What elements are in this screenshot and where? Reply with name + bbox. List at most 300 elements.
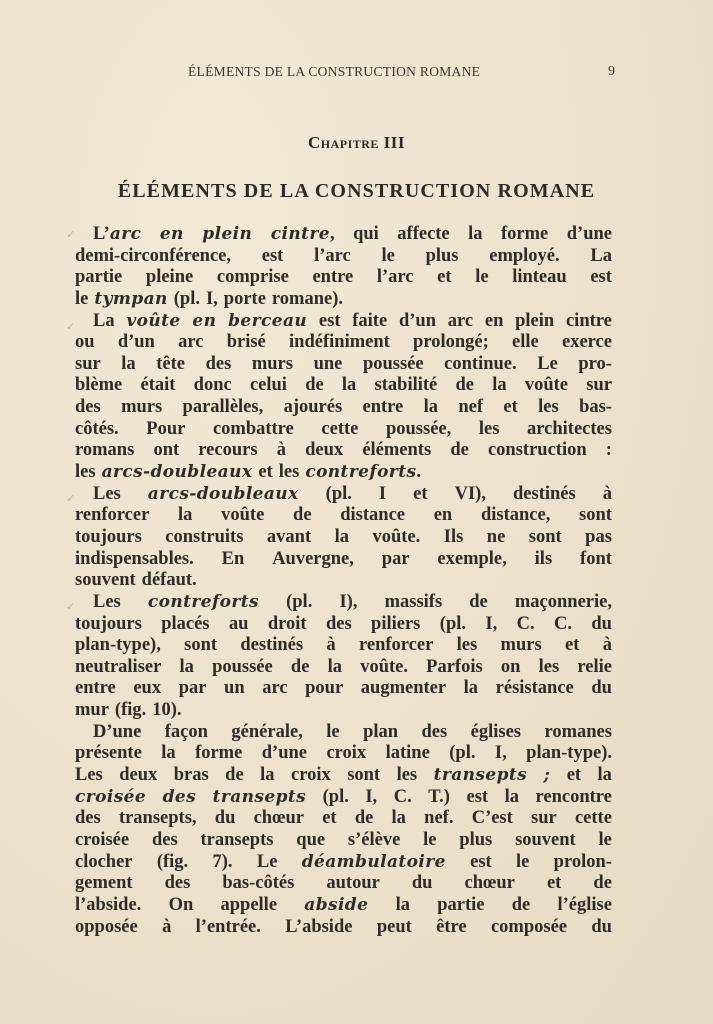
word-group — [355, 808, 374, 830]
word: opposée — [75, 916, 138, 937]
word-group — [501, 224, 548, 246]
text-line — [75, 354, 612, 376]
word-group — [75, 808, 101, 830]
word: droit — [267, 613, 307, 634]
margin-check-icon: ✓ — [66, 492, 76, 505]
word-group — [567, 224, 612, 246]
word-group — [284, 397, 343, 419]
text-line — [75, 614, 612, 636]
word: (pl. — [286, 591, 313, 612]
word: de — [354, 808, 374, 829]
word: d’un — [398, 310, 436, 331]
word-group — [285, 917, 352, 939]
word-group — [262, 743, 307, 765]
text-line — [75, 505, 612, 527]
word: eux — [133, 678, 162, 699]
word: côtés. — [75, 418, 119, 439]
running-title: ÉLÉMENTS DE LA CONSTRUCTION ROMANE — [188, 64, 481, 79]
text-line — [75, 289, 612, 311]
word: la — [327, 656, 342, 677]
word-group — [180, 657, 194, 679]
word: est — [590, 267, 612, 288]
word-group — [121, 354, 135, 376]
word-group — [436, 917, 466, 939]
word-group — [142, 570, 197, 592]
word-group — [363, 722, 398, 744]
word-group — [515, 592, 612, 614]
word-group — [448, 311, 473, 333]
word: et — [546, 873, 562, 894]
text-line — [75, 873, 612, 895]
word: demi-circonférence, — [75, 245, 231, 266]
word: augmenter — [360, 678, 447, 699]
word-group — [423, 830, 436, 852]
word: bras — [173, 765, 209, 786]
word-group — [326, 743, 366, 765]
word-group — [535, 549, 552, 571]
word: C’est — [471, 808, 513, 829]
word-group — [434, 505, 453, 527]
word-group — [305, 440, 343, 462]
word-group — [470, 852, 492, 874]
word: croix — [290, 765, 331, 786]
word: la — [391, 808, 406, 829]
word-group — [165, 873, 191, 895]
text-line — [75, 527, 612, 549]
word: du — [214, 808, 236, 829]
word-group — [377, 267, 414, 289]
italic-term: ; — [543, 765, 551, 786]
word: construction — [487, 440, 587, 461]
word-group — [75, 700, 109, 722]
word-group — [557, 895, 611, 917]
word: arc — [262, 678, 288, 699]
word-group — [413, 332, 489, 354]
word-group — [304, 895, 368, 917]
word-group — [296, 830, 325, 852]
word: stabilité — [374, 375, 438, 396]
word: Les — [75, 765, 103, 786]
word: et — [566, 765, 582, 786]
text-line — [75, 700, 612, 722]
word: transepts — [200, 829, 274, 850]
word: ne — [486, 526, 506, 547]
text-line — [75, 332, 612, 354]
word: brisé — [226, 332, 266, 353]
word: en — [484, 310, 504, 331]
word: (pl. — [173, 288, 200, 309]
word: la — [504, 786, 519, 807]
word-group — [213, 787, 306, 809]
word: indispensables. — [75, 548, 194, 569]
word: les — [278, 462, 300, 483]
word-group — [566, 311, 612, 333]
word: . — [416, 462, 422, 483]
word: On — [168, 894, 194, 915]
word-group — [371, 614, 420, 636]
word: de — [469, 591, 488, 612]
word-group — [538, 397, 559, 419]
word: l’arc — [376, 267, 414, 288]
word-group — [260, 765, 274, 787]
word-group — [75, 246, 231, 268]
word-group — [554, 852, 612, 874]
word-group — [323, 787, 349, 809]
word: est — [466, 786, 489, 807]
word-group — [424, 397, 438, 419]
word: de — [455, 375, 474, 396]
text-line — [75, 917, 612, 939]
word-group — [544, 765, 551, 787]
word: autour — [326, 873, 380, 894]
word: l’abside. — [75, 894, 142, 915]
word: le — [381, 245, 395, 266]
word-group — [579, 397, 612, 419]
word-group — [183, 397, 264, 419]
word-group — [591, 614, 612, 636]
word-group — [257, 852, 278, 874]
word: murs — [500, 635, 542, 656]
italic-term: abside — [304, 894, 369, 915]
word-group — [413, 484, 427, 506]
word-group — [75, 419, 119, 441]
word: architectes — [527, 418, 612, 439]
word-group — [426, 657, 483, 679]
word: et — [437, 267, 452, 288]
word: le — [598, 829, 612, 850]
word: Les — [93, 483, 121, 504]
word-group — [591, 917, 612, 939]
word-group — [475, 267, 488, 289]
word: faite — [352, 310, 388, 331]
word: nef — [458, 397, 484, 418]
word-group — [465, 873, 515, 895]
word: pour — [305, 678, 344, 699]
italic-term: en — [159, 224, 184, 244]
word: on — [500, 656, 521, 677]
word: renforcer — [359, 635, 434, 656]
word: composée — [490, 916, 567, 937]
word: (pl. — [449, 743, 476, 764]
word-group — [326, 614, 352, 636]
word: la — [468, 224, 483, 244]
word-group — [148, 592, 259, 614]
word: et — [413, 483, 428, 504]
word-group — [75, 549, 194, 571]
text-line — [75, 808, 612, 830]
word: affecte — [397, 224, 450, 244]
word-group — [178, 332, 203, 354]
word-group — [428, 787, 450, 809]
word-group — [93, 311, 115, 333]
word: romans — [75, 440, 135, 461]
word-group — [353, 224, 379, 246]
word-group — [174, 765, 209, 787]
word: poussée — [212, 656, 273, 677]
word: destinés — [240, 635, 304, 656]
word-group — [598, 765, 612, 787]
word: massifs — [384, 591, 443, 612]
word: Le — [256, 851, 278, 872]
word-group — [198, 440, 257, 462]
word-group — [579, 505, 612, 527]
word: bas-côtés — [222, 873, 295, 894]
word: à — [326, 635, 336, 656]
word-group — [529, 527, 562, 549]
word: églises — [470, 721, 521, 742]
word-group — [517, 614, 535, 636]
word-group — [575, 808, 612, 830]
word-group — [363, 397, 404, 419]
word-group — [215, 808, 236, 830]
word-group — [326, 635, 335, 657]
word: C. — [516, 613, 535, 634]
word: ajourés — [283, 397, 343, 418]
word: (pl. — [325, 483, 352, 504]
word-group — [94, 289, 167, 311]
word-group — [163, 787, 196, 809]
italic-term: contreforts — [305, 462, 417, 483]
word-group — [75, 375, 122, 397]
word: plan-type). — [526, 743, 612, 764]
word-group — [397, 765, 418, 787]
word-group — [314, 354, 343, 376]
text-line — [75, 440, 612, 462]
word: la — [179, 656, 194, 677]
word-group — [565, 635, 579, 657]
word: être — [436, 916, 467, 937]
text-line — [75, 375, 612, 397]
word: au — [228, 613, 249, 634]
word-group — [360, 657, 408, 679]
word-group — [531, 808, 557, 830]
word: tête — [156, 353, 185, 374]
word: l’église — [557, 894, 612, 915]
word-group — [326, 484, 352, 506]
word-group — [279, 462, 300, 484]
text-line — [75, 852, 612, 874]
word: sont — [528, 526, 562, 547]
italic-term: berceau — [228, 310, 308, 331]
word: des — [75, 808, 101, 829]
word-group — [394, 787, 412, 809]
word: sont — [184, 635, 218, 656]
word-group — [75, 505, 149, 527]
word: croisée — [75, 829, 130, 850]
word: les — [396, 765, 418, 786]
word-group — [526, 743, 612, 765]
word: latine — [385, 743, 430, 764]
word-group — [75, 657, 161, 679]
word-group — [161, 743, 175, 765]
word: voûte — [221, 505, 265, 526]
word: entre — [75, 678, 116, 699]
word-group — [457, 635, 478, 657]
word-group — [580, 549, 612, 571]
word: éléments — [362, 440, 432, 461]
word-group — [362, 440, 431, 462]
word-group — [156, 354, 185, 376]
word: à — [162, 916, 172, 937]
word-group — [272, 289, 343, 311]
word-group — [485, 614, 497, 636]
word-group — [455, 484, 486, 506]
word-group — [381, 246, 394, 268]
running-head — [0, 64, 713, 84]
word: donc — [193, 375, 232, 396]
word-group — [379, 484, 386, 506]
word: est — [318, 310, 341, 331]
italic-term: plein — [202, 224, 253, 244]
word: cintre — [565, 310, 612, 331]
text-line — [75, 484, 612, 506]
word-group — [222, 549, 245, 571]
word-group — [515, 830, 576, 852]
word-group — [424, 808, 453, 830]
word-group — [377, 917, 412, 939]
word: du — [591, 916, 612, 937]
text-line — [75, 722, 612, 744]
word-group — [547, 873, 561, 895]
word: des — [75, 397, 101, 418]
word-group — [152, 700, 181, 722]
word-group — [363, 354, 424, 376]
word-group — [577, 657, 612, 679]
word: la — [492, 375, 507, 396]
word: clocher — [75, 851, 133, 872]
word-group — [399, 311, 436, 333]
word: (pl. — [322, 786, 349, 807]
word-group — [200, 830, 273, 852]
word-group — [221, 505, 264, 527]
word-group — [372, 527, 420, 549]
word: la — [463, 678, 479, 699]
word: partie — [437, 894, 485, 915]
word: toujours — [75, 613, 142, 634]
word-group — [396, 895, 410, 917]
word-group — [262, 678, 287, 700]
word-group — [537, 354, 558, 376]
word: générale, — [231, 721, 303, 742]
word-group — [293, 505, 312, 527]
word: par — [178, 678, 207, 699]
word: sur — [531, 808, 557, 829]
word: I, — [365, 786, 378, 807]
word-group — [222, 873, 294, 895]
word-group — [554, 614, 572, 636]
word: sont — [579, 505, 612, 526]
word: souvent — [515, 829, 576, 850]
word: du — [411, 873, 433, 894]
text-line — [75, 549, 612, 571]
word: cette — [574, 808, 612, 829]
word: croix — [326, 743, 367, 764]
word: le — [423, 829, 437, 850]
word-group — [501, 635, 542, 657]
word-group — [492, 375, 506, 397]
word: arc — [178, 332, 204, 353]
word-group — [289, 332, 390, 354]
word-group — [75, 440, 134, 462]
word-group — [450, 440, 469, 462]
word-group — [195, 743, 242, 765]
word: une — [313, 353, 343, 374]
word-group — [224, 678, 245, 700]
word: du — [591, 678, 612, 699]
word-group — [75, 614, 142, 636]
italic-term: croisée — [75, 786, 147, 807]
word: le — [326, 721, 340, 742]
word-group — [121, 397, 162, 419]
word-group — [228, 311, 307, 333]
word-group — [286, 592, 312, 614]
word-group — [146, 419, 185, 441]
word-group — [225, 765, 244, 787]
word-group — [118, 332, 155, 354]
word-group — [169, 895, 194, 917]
italic-term: tympan — [94, 288, 168, 309]
word: forme — [195, 743, 243, 764]
word: romanes — [544, 721, 612, 742]
word-group — [496, 678, 574, 700]
word: , — [329, 224, 335, 244]
word: (fig. — [114, 700, 147, 721]
word: voûte. — [372, 526, 421, 547]
word: cette — [321, 418, 359, 439]
word-group — [488, 440, 587, 462]
word: Parfois — [426, 656, 483, 677]
word: plan — [363, 721, 399, 742]
word-group — [305, 462, 421, 484]
word-group — [227, 332, 266, 354]
word: sont — [347, 765, 381, 786]
word: la — [334, 526, 349, 547]
word: des — [421, 721, 448, 742]
word-group — [328, 657, 342, 679]
word-group — [93, 592, 121, 614]
word: par — [381, 548, 410, 569]
word: poussée, — [385, 418, 452, 439]
word: les — [538, 656, 560, 677]
word: arc — [447, 310, 474, 331]
word: La — [93, 310, 115, 331]
word: D’une — [93, 721, 142, 742]
word: la — [423, 397, 439, 418]
word-group — [472, 808, 513, 830]
word: les — [478, 418, 500, 439]
word-group — [240, 635, 303, 657]
word-group — [340, 505, 405, 527]
word: nef. — [424, 808, 454, 829]
word-group — [252, 354, 293, 376]
word: est — [261, 245, 284, 266]
word-group — [102, 462, 253, 484]
word-group — [75, 830, 129, 852]
text-line — [75, 895, 612, 917]
word: le — [516, 851, 530, 872]
word: relie — [577, 656, 612, 677]
chapter-label: Chapitre III — [307, 133, 406, 152]
italic-term: arcs-doubleaux — [101, 462, 253, 483]
word: celui — [249, 375, 287, 396]
word: chœur — [253, 808, 304, 829]
word-group — [196, 917, 261, 939]
word-group — [75, 787, 146, 809]
word-group — [202, 224, 252, 246]
word-group — [512, 895, 531, 917]
word-group — [291, 765, 331, 787]
word: défaut. — [141, 570, 197, 591]
